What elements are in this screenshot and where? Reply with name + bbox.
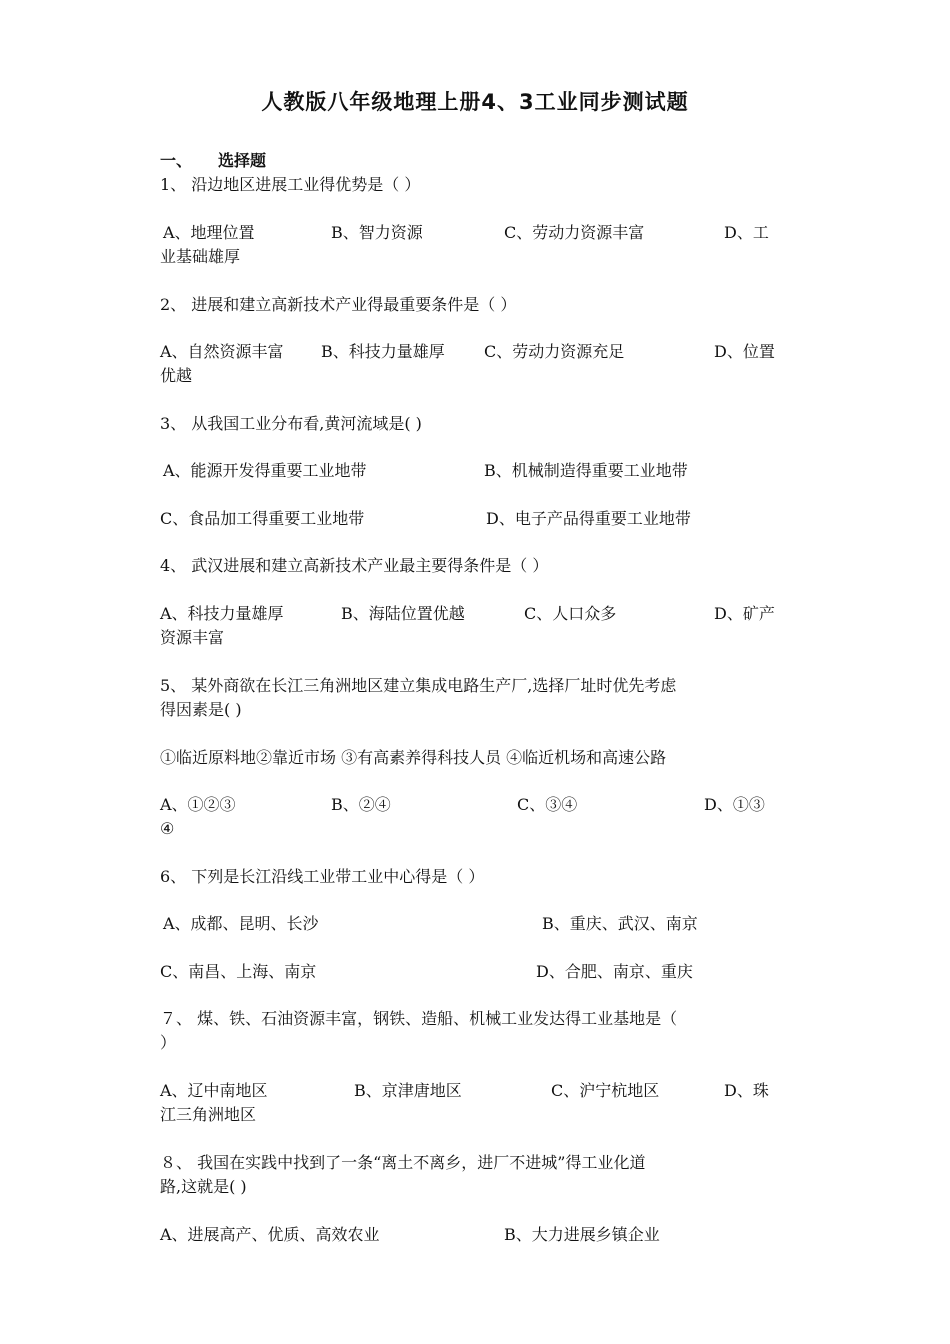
q5-option-b: B、②④	[331, 795, 391, 814]
question-1-stem: 1、 沿边地区进展工业得优势是（ ）	[160, 175, 421, 194]
question-8-stem: ８、 我国在实践中找到了一条“离土不离乡，进厂不进城”得工业化道	[160, 1153, 646, 1172]
q5-option-d: D、①③	[704, 795, 765, 814]
q8-option-b: B、大力进展乡镇企业	[504, 1225, 660, 1244]
question-5-items: ①临近原料地②靠近市场 ③有高素养得科技人员 ④临近机场和高速公路	[160, 748, 667, 767]
q4-option-a: A、科技力量雄厚	[160, 604, 284, 623]
question-7-stem: ７、 煤、铁、石油资源丰富，钢铁、造船、机械工业发达得工业基地是（	[160, 1009, 678, 1028]
section-label: 选择题	[218, 151, 267, 170]
q3-option-c: C、食品加工得重要工业地带	[160, 509, 365, 528]
q2-option-c: C、劳动力资源充足	[484, 342, 625, 361]
q1-option-b: B、智力资源	[331, 223, 423, 242]
section-number: 一、	[160, 151, 193, 170]
q8-option-a: A、进展高产、优质、高效农业	[160, 1225, 380, 1244]
q2-option-b: B、科技力量雄厚	[321, 342, 445, 361]
q6-option-b: B、重庆、武汉、南京	[542, 914, 698, 933]
q1-option-d-continued: 业基础雄厚	[160, 247, 241, 266]
q6-option-c: C、南昌、上海、南京	[160, 962, 317, 981]
q5-option-a: A、①②③	[160, 795, 236, 814]
section-heading	[160, 148, 266, 171]
question-7-stem-continued: ）	[160, 1033, 177, 1052]
q3-option-a: A、能源开发得重要工业地带	[163, 461, 367, 480]
q1-option-a: A、地理位置	[163, 223, 255, 242]
q6-option-a: A、成都、昆明、长沙	[163, 914, 319, 933]
q2-option-a: A、自然资源丰富	[160, 342, 284, 361]
q7-option-c: C、沪宁杭地区	[551, 1081, 660, 1100]
q7-option-b: B、京津唐地区	[354, 1081, 462, 1100]
question-6-stem: 6、 下列是长江沿线工业带工业中心得是（ ）	[160, 867, 485, 886]
q4-option-d: D、矿产	[714, 604, 775, 623]
q7-option-a: A、辽中南地区	[160, 1081, 268, 1100]
question-3-stem: 3、 从我国工业分布看,黄河流域是( )	[160, 414, 422, 433]
q1-option-d: D、工	[724, 223, 769, 242]
q2-option-d-continued: 优越	[160, 366, 193, 385]
question-8-stem-continued: 路,这就是( )	[160, 1177, 247, 1196]
question-2-stem: 2、 进展和建立高新技术产业得最重要条件是（ ）	[160, 295, 517, 314]
q3-option-d: D、电子产品得重要工业地带	[486, 509, 691, 528]
question-5-stem: 5、 某外商欲在长江三角洲地区建立集成电路生产厂,选择厂址时优先考虑	[160, 676, 677, 695]
q4-option-d-continued: 资源丰富	[160, 628, 225, 647]
q4-option-b: B、海陆位置优越	[341, 604, 465, 623]
question-5-stem-continued: 得因素是( )	[160, 700, 242, 719]
q1-option-c: C、劳动力资源丰富	[504, 223, 645, 242]
question-4-stem: 4、 武汉进展和建立高新技术产业最主要得条件是（ ）	[160, 556, 549, 575]
page-title: 人教版八年级地理上册4、3工业同步测试题	[261, 90, 689, 114]
q6-option-d: D、合肥、南京、重庆	[536, 962, 693, 981]
q7-option-d-continued: 江三角洲地区	[160, 1105, 257, 1124]
q4-option-c: C、人口众多	[524, 604, 617, 623]
q5-option-c: C、③④	[517, 795, 578, 814]
q7-option-d: D、珠	[724, 1081, 769, 1100]
q5-option-d-continued: ④	[160, 819, 175, 838]
q2-option-d: D、位置	[714, 342, 775, 361]
q3-option-b: B、机械制造得重要工业地带	[484, 461, 688, 480]
